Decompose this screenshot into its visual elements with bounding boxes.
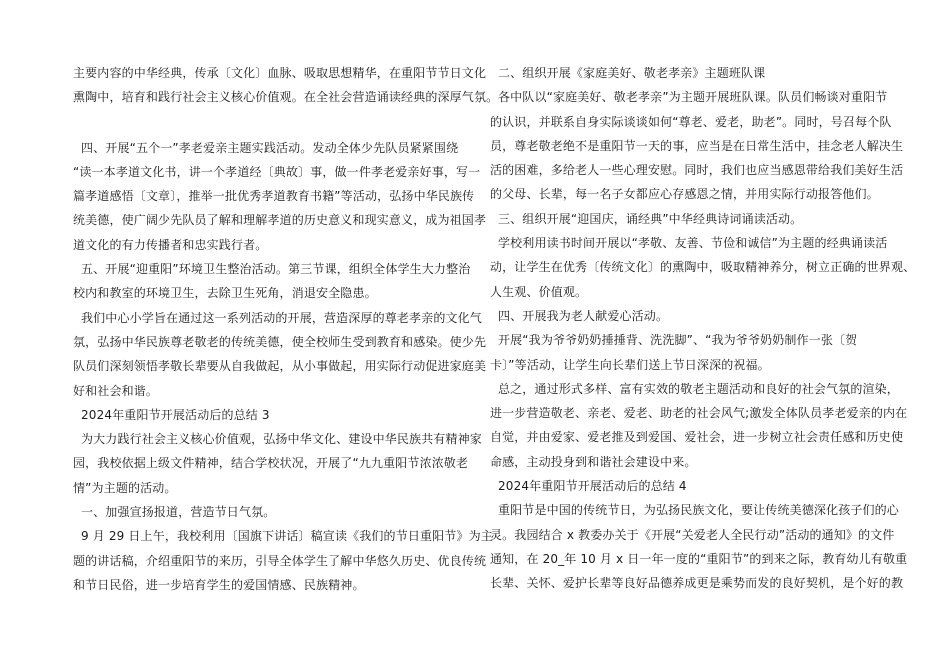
text-line: 氛，弘扬中华民族尊老敬老的传统美德，使全校师生受到教育和感染。使少先 bbox=[73, 334, 487, 349]
paragraph-start: 一、加强宣扬报道，营造节日气氛。 bbox=[81, 505, 276, 520]
text-line: 卡〕”等活动，让学生向长辈们送上节日深深的祝福。 bbox=[490, 357, 770, 372]
text-line: 人生观、价值观。 bbox=[490, 284, 588, 299]
text-line: 进一步营造敬老、亲老、爱老、助老的社会风气;激发全体队员孝老爱亲的内在 bbox=[490, 406, 908, 421]
section-heading: 2024年重阳节开展活动后的总结 3 bbox=[81, 407, 270, 422]
text-line: 活的困难，多给老人一些心理安慰。同时，我们也应当感恩带给我们美好生活 bbox=[490, 163, 904, 178]
paragraph-start: 9 月 29 日上午，我校利用〔国旗下讲话〕稿宣读《我们的节日重阳节》为主 bbox=[81, 529, 493, 544]
paragraph-start: 各中队以“家庭美好、敬老孝亲”为主题开展班队课。队员们畅谈对重阳节 bbox=[498, 90, 888, 105]
right-column bbox=[490, 61, 916, 596]
text-line: 道文化的有力传播者和忠实践行者。 bbox=[73, 237, 268, 252]
text-line: 园，我校依据上级文件精神，结合学校状况，开展了“九九重阳节浓浓敬老 bbox=[73, 456, 469, 471]
paragraph-start: 总之，通过形式多样、富有实效的敬老主题活动和良好的社会气氛的渲染， bbox=[498, 381, 899, 396]
text-line: 校内和教室的环境卫生，去除卫生死角，消退安全隐患。 bbox=[73, 286, 377, 301]
text-line: 熏陶中，培育和践行社会主义核心价值观。在全社会营造诵读经典的深厚气氛。 bbox=[73, 90, 499, 105]
text-line: 题的讲话稿，介绍重阳节的来历，引导全体学生了解中华悠久历史、优良传统 bbox=[73, 553, 487, 568]
text-line: 自觉，并由爱家、爱老推及到爱国、爱社会，进一步树立社会责任感和历史使 bbox=[490, 430, 904, 445]
paragraph-start: 为大力践行社会主义核心价值观，弘扬中华文化、建设中华民族共有精神家 bbox=[81, 432, 482, 447]
text-line: 通知，在 20_年 10 月 x 日一年一度的“重阳节”的到来之际，教育幼儿有敬重 bbox=[490, 551, 908, 566]
text-line: 篇孝道感悟〔文章〕，推举一批优秀孝道教育书籍”等活动，弘扬中华民族传 bbox=[73, 189, 475, 204]
text-line: 的父母、长辈，每一名子女都应心存感恩之情，并用实际行动报答他们。 bbox=[490, 187, 879, 202]
section-heading: 2024年重阳节开展活动后的总结 4 bbox=[498, 479, 687, 494]
paragraph-start: 五、开展“迎重阳”环境卫生整治活动。第三节课，组织全体学生大力整治 bbox=[81, 262, 471, 277]
paragraph-start: 二、组织开展《家庭美好、敬老孝亲》主题班队课 bbox=[498, 66, 766, 80]
text-line: 情”为主题的活动。 bbox=[73, 480, 177, 495]
blank-line bbox=[73, 110, 445, 136]
text-line: 命感，主动投身到和谐社会建设中来。 bbox=[490, 454, 697, 469]
text-line: 和节日民俗，进一步培育学生的爱国情感、民族精神。 bbox=[73, 577, 365, 592]
paragraph-start: 开展“我为爷爷奶奶捶捶背、洗洗脚”、“我为爷爷奶奶制作一张〔贺 bbox=[498, 333, 858, 348]
text-line: 主要内容的中华经典，传承〔文化〕血脉、吸取思想精华，在重阳节节日文化 bbox=[73, 66, 487, 80]
text-line: 的认识，并联系自身实际谈谈如何“尊老、爱老，助老”。同时，号召每个队 bbox=[490, 114, 892, 129]
paragraph-start: 学校利用读书时间开展以“孝敬、友善、节俭和诚信”为主题的经典诵读活 bbox=[498, 236, 888, 251]
left-column bbox=[73, 61, 499, 597]
paragraph-start: 四、开展我为老人献爱心活动。 bbox=[498, 308, 669, 323]
text-line: 员，尊老敬老绝不是重阳节一天的事，应当是在日常生活中，挂念老人解决生 bbox=[490, 138, 904, 153]
text-line: 动，让学生在优秀〔传统文化〕的熏陶中，吸取精神养分，树立正确的世界观、 bbox=[490, 260, 916, 275]
text-line: 长辈、关怀、爱护长辈等良好品德养成更是乘势而发的良好契机，是个好的教 bbox=[490, 576, 904, 591]
text-line: 好和社会和谐。 bbox=[73, 383, 159, 398]
text-line: 队员们深刻领悟孝敬长辈要从自我做起，从小事做起，用实际行动促进家庭美 bbox=[73, 359, 487, 374]
paragraph-start: 四、开展“五个一”孝老爱亲主题实践活动。发动全体少先队员紧紧围绕 bbox=[81, 140, 459, 155]
text-line: 统美德，使广阔少先队员了解和理解孝道的历史意义和现实意义，成为祖国孝 bbox=[73, 213, 487, 228]
paragraph-start: 我们中心小学旨在通过这一系列活动的开展，营造深厚的尊老孝亲的文化气 bbox=[81, 310, 482, 325]
text-line: “读一本孝道文化书，讲一个孝道经〔典故〕事，做一件孝老爱亲好事，写一 bbox=[73, 164, 481, 179]
paragraph-start: 三、组织开展“迎国庆，诵经典”中华经典诗词诵读活动。 bbox=[498, 211, 803, 226]
paragraph-start: 重阳节是中国的传统节日，为弘扬民族文化，要让传统美德深化孩子们的心 bbox=[498, 503, 899, 518]
text-line: 灵。我园结合 x 教委办关于《开展“关爱老人全民行动”活动的通知》的文件 bbox=[490, 527, 895, 542]
